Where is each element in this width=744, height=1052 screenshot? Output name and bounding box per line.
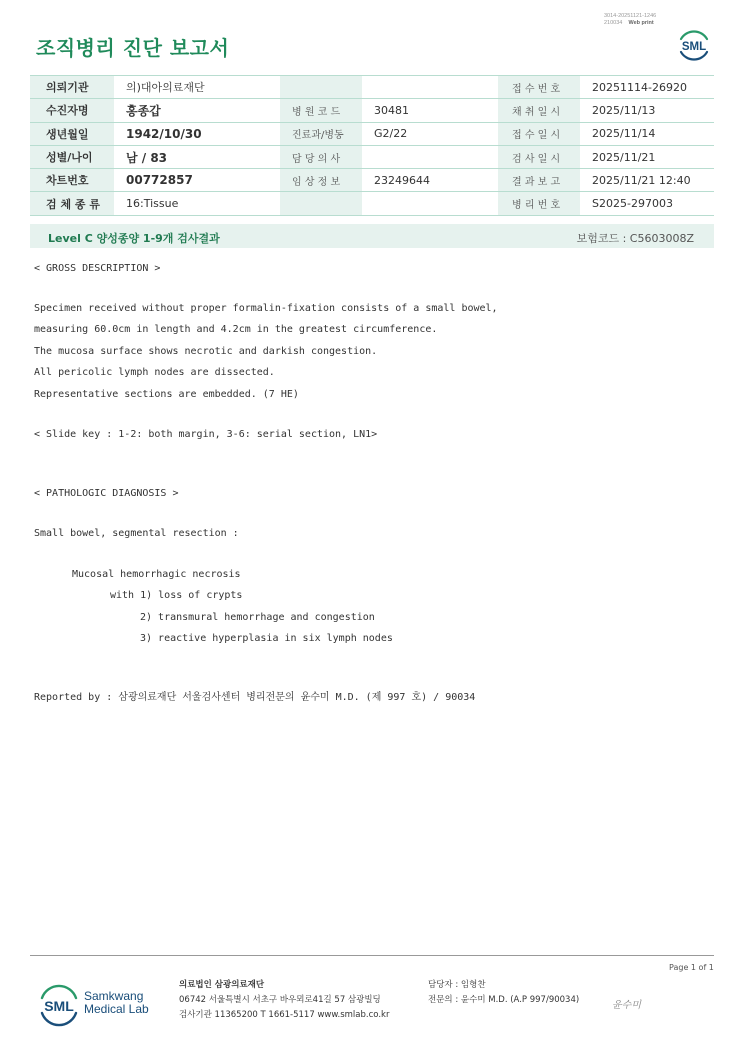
info-label: 성별/나이 [30,145,114,168]
info-value: 의)대아의료재단 [114,76,280,99]
info-value [362,192,498,215]
info-label: 차트번호 [30,169,114,192]
info-value: 2025/11/21 12:40 [580,169,714,192]
footer-divider [30,955,714,956]
org-name: 의료법인 삼광의료재단 [179,980,265,990]
info-label: 병 원 코 드 [280,99,362,122]
info-row [30,99,714,122]
sml-footer-logo-icon [36,980,82,1028]
info-label [280,192,362,215]
logo-word-samkwang: Samkwang [84,989,144,1003]
org-info [179,978,389,1023]
info-value [362,145,498,168]
staff-line [428,978,579,993]
footer-logo-words [84,990,149,1016]
info-value: 2025/11/13 [580,99,714,122]
sml-footer-logo-text: SML [44,998,74,1014]
print-code-line1: 3014-20251121-1246 [604,13,657,19]
doctor-name: 윤수미 M.D. (A.P 997/90034) [460,995,580,1005]
info-label: 진료과/병동 [280,122,362,145]
info-row [30,76,714,99]
gross-line-5: Representative sections are embedded. (7 HE) [34,389,299,400]
info-value: S2025-297003 [580,192,714,215]
info-label: 병 리 번 호 [498,192,580,215]
info-row [30,122,714,145]
info-label: 검 체 종 류 [30,192,114,215]
diagnosis-main: Mucosal hemorrhagic necrosis [72,569,241,580]
insurance-code: 보험코드 : C5603008Z [576,232,694,245]
info-value: G2/22 [362,122,498,145]
doctor-label: 전문의 : [428,995,459,1005]
info-label: 의뢰기관 [30,76,114,99]
print-code-prefix: 210034 [604,20,623,26]
gross-line-3: The mucosa surface shows necrotic and darkish congestion. [34,346,378,357]
info-value: 2025/11/21 [580,145,714,168]
info-label: 담 당 의 사 [280,145,362,168]
info-value [362,76,498,99]
info-value: 30481 [362,99,498,122]
section-bar [30,224,714,248]
diagnosis-header: < PATHOLOGIC DIAGNOSIS > [34,488,179,499]
patient-info-table [30,75,714,216]
info-label: 임 상 정 보 [280,169,362,192]
info-label: 접 수 일 시 [498,122,580,145]
page-number: Page 1 of 1 [669,963,714,972]
info-value: 16:Tissue [114,192,280,215]
doctor-signature: 윤수미 [612,1000,641,1011]
diagnosis-site: Small bowel, segmental resection : [34,528,239,539]
info-label: 채 취 일 시 [498,99,580,122]
info-row [30,169,714,192]
info-value: 남 / 83 [114,145,280,168]
sml-logo-text: SML [681,41,707,53]
footer-logo [36,980,156,1028]
info-row [30,145,714,168]
staff-name: 임형찬 [460,980,486,990]
org-address: 06742 서울특별시 서초구 바우뫼로41길 57 삼광빌딩 [179,995,381,1005]
gross-header: < GROSS DESCRIPTION > [34,263,161,274]
info-value: 홍종갑 [114,99,280,122]
info-value: 23249644 [362,169,498,192]
diagnosis-with: with 1) loss of crypts [110,590,243,601]
info-value: 20251114-26920 [580,76,714,99]
info-row [30,192,714,215]
gross-line-1: Specimen received without proper formalin-fixation consists of a small bowel, [34,303,498,314]
logo-word-medical-lab: Medical Lab [84,1002,149,1016]
info-label [280,76,362,99]
staff-info [428,978,579,1008]
info-label: 검 사 일 시 [498,145,580,168]
report-title: 조직병리 진단 보고서 [36,36,230,60]
info-value: 2025/11/14 [580,122,714,145]
diagnosis-item-2: 2) transmural hemorrhage and congestion [140,612,375,623]
sml-logo-icon [675,25,713,63]
info-value: 1942/10/30 [114,122,280,145]
web-print-label: Web print [628,20,654,26]
diagnosis-item-3: 3) reactive hyperplasia in six lymph nodes [140,633,393,644]
info-value: 00772857 [114,169,280,192]
info-label: 생년월일 [30,122,114,145]
slide-key: < Slide key : 1-2: both margin, 3-6: serial section, LN1> [34,429,378,440]
info-label: 수진자명 [30,99,114,122]
print-code [604,13,656,27]
info-label: 접 수 번 호 [498,76,580,99]
gross-line-2: measuring 60.0cm in length and 4.2cm in the greatest circumference. [34,324,438,335]
section-title: Level C 양성종양 1-9개 검사결과 [48,232,220,245]
info-label: 결 과 보 고 [498,169,580,192]
staff-label: 담당자 : [428,980,459,990]
doctor-line [428,993,579,1008]
print-code-line2 [604,20,656,27]
reported-by: Reported by : 삼광의료재단 서울검사센터 병리전문의 윤수미 M.D. (제 997 호) / 90034 [34,692,476,703]
org-contact: 검사기관 11365200 T 1661-5117 www.smlab.co.kr [179,1010,390,1020]
gross-line-4: All pericolic lymph nodes are dissected. [34,367,275,378]
